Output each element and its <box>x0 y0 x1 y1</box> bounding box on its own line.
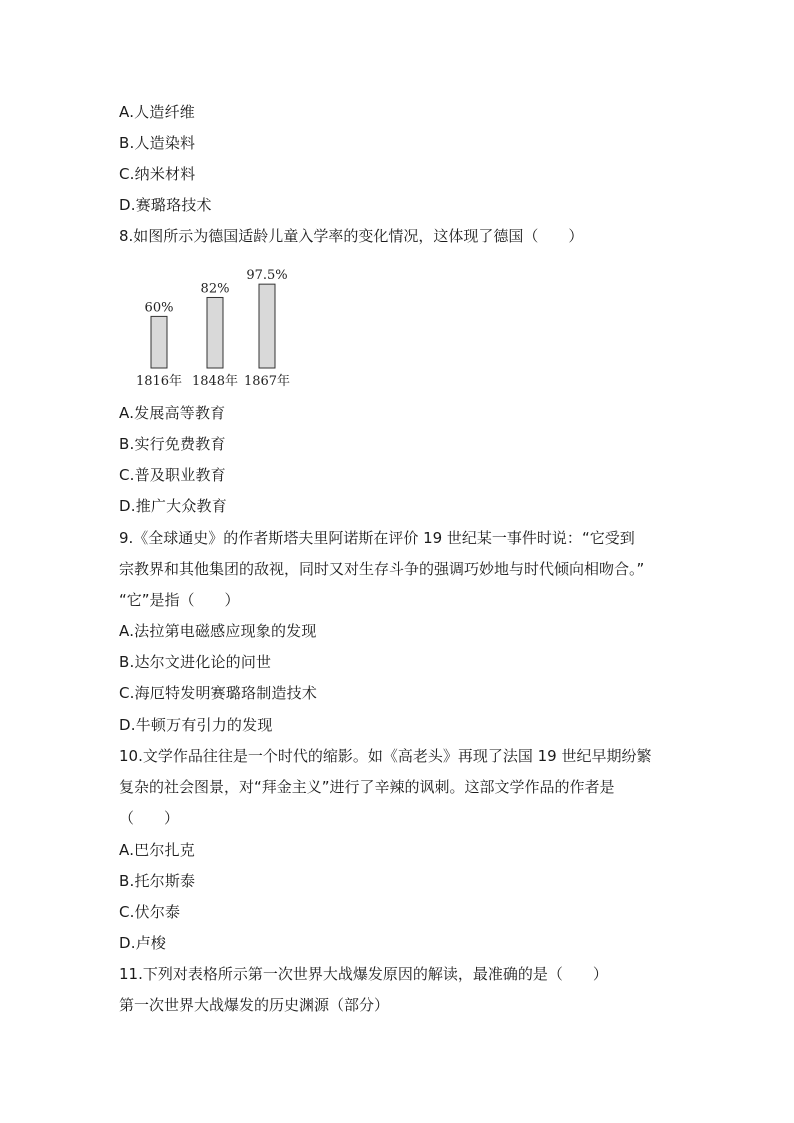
bar-1848年 <box>207 297 223 368</box>
q9-option-a: A.法拉第电磁感应现象的发现 <box>119 622 317 640</box>
q8-option-a: A.发展高等教育 <box>119 404 226 422</box>
q9-stem-line-2: 宗教界和其他集团的敌视，同时又对生存斗争的强调巧妙地与时代倾向相吻合。” <box>119 560 645 578</box>
bar-data-label: 82% <box>200 281 230 297</box>
bar-1816年 <box>151 316 167 368</box>
q10-option-a: A.巴尔扎克 <box>119 841 195 859</box>
q9-stem-line-1: 9.《全球通史》的作者斯塔夫里阿诺斯在评价 19 世纪某一事件时说：“它受到 <box>119 529 635 547</box>
q10-stem-line-1: 10.文学作品往往是一个时代的缩影。如《高老头》再现了法国 19 世纪早期纷繁 <box>119 747 652 765</box>
q11-stem: 11.下列对表格所示第一次世界大战爆发原因的解读，最准确的是（ ） <box>119 965 608 983</box>
category-label: 1816年 <box>135 374 183 389</box>
q8-option-c: C.普及职业教育 <box>119 466 226 484</box>
q7-option-c: C.纳米材料 <box>119 165 196 183</box>
q10-stem-line-3: （ ） <box>119 809 180 827</box>
q7-option-d: D.赛璐珞技术 <box>119 196 212 214</box>
q10-stem-line-2: 复杂的社会图景，对“拜金主义”进行了辛辣的讽刺。这部文学作品的作者是 <box>119 778 615 796</box>
q10-option-c: C.伏尔泰 <box>119 903 181 921</box>
q8-option-b: B.实行免费教育 <box>119 435 226 453</box>
q9-option-b: B.达尔文进化论的问世 <box>119 653 272 671</box>
category-label: 1867年 <box>243 374 291 389</box>
bar-1867年 <box>259 284 275 368</box>
q7-option-b: B.人造染料 <box>119 134 196 152</box>
bar-data-label: 60% <box>144 300 174 316</box>
bar-data-label: 97.5% <box>246 268 288 284</box>
q9-option-d: D.牛顿万有引力的发现 <box>119 716 273 734</box>
q9-option-c: C.海厄特发明赛璐珞制造技术 <box>119 684 318 702</box>
enrollment-bar-chart <box>130 262 320 392</box>
q10-option-d: D.卢梭 <box>119 934 167 952</box>
q8-stem: 8.如图所示为德国适龄儿童入学率的变化情况，这体现了德国（ ） <box>119 227 584 245</box>
q10-option-b: B.托尔斯泰 <box>119 872 196 890</box>
q11-table-caption: 第一次世界大战爆发的历史渊源（部分） <box>119 996 390 1014</box>
q7-option-a: A.人造纤维 <box>119 103 195 121</box>
category-label: 1848年 <box>191 374 239 389</box>
q9-stem-line-3: “它”是指（ ） <box>119 591 240 609</box>
q8-option-d: D.推广大众教育 <box>119 497 227 515</box>
